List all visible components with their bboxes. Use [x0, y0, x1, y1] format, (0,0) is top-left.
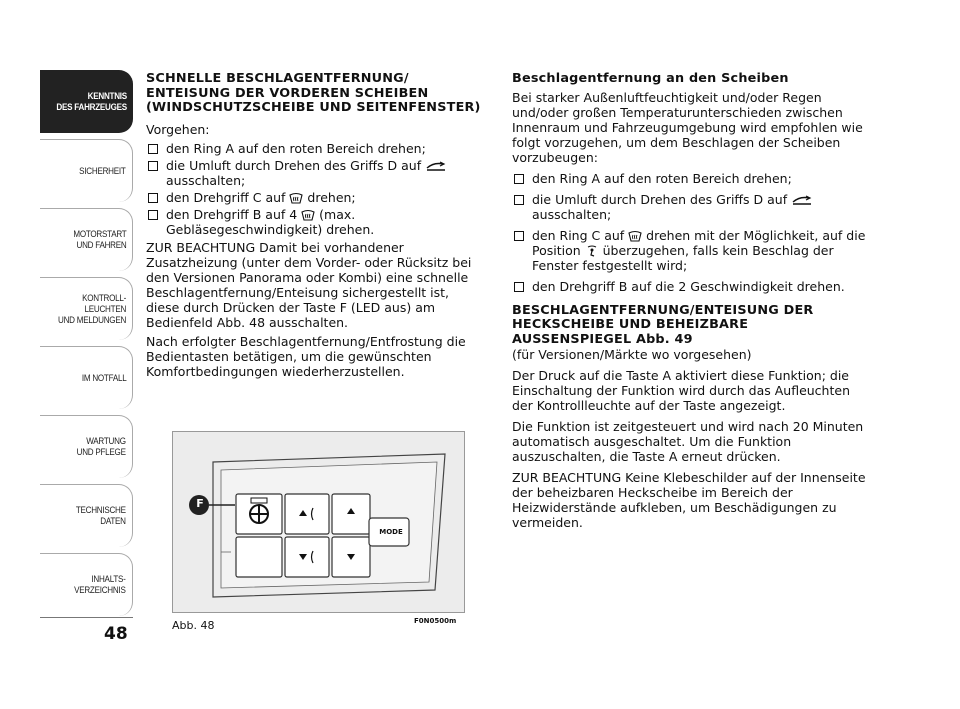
step-text: die Umluft durch Drehen des Griffs D auf: [532, 191, 788, 207]
tab-kenntnis[interactable]: [40, 70, 133, 133]
step-text: (max. Gebläsegeschwindigkeit) drehen.: [166, 206, 375, 237]
note-text: ZUR BEACHTUNG Damit bei vorhandener Zusatzheizung (unter dem Vorder- oder Rücksitz bei den Versionen Panorama oder Kombi) eine schnelle Beschlagentfernung/Enteisung sichergestellt ist, diese durch Drücken der Taste F (LED aus) am Bedienfeld Abb. 48 ausschalten.: [146, 239, 472, 330]
tab-wartung[interactable]: [40, 415, 133, 478]
tab-notfall[interactable]: [40, 346, 133, 409]
step-text: drehen;: [303, 189, 356, 205]
tab-motorstart[interactable]: [40, 208, 133, 271]
control-panel-figure: [172, 431, 465, 613]
feet-windscreen-icon: [585, 245, 599, 257]
step-text: die Umluft durch Drehen des Griffs D auf: [166, 157, 422, 173]
list-item: [146, 158, 481, 188]
tab-kontrollleuchten[interactable]: [40, 277, 133, 340]
after-text: Nach erfolgter Beschlagentfernung/Entfrostung die Bedientasten betätigen, um die gewünschten Komfortbedingungen wiederherzustellen.: [146, 333, 466, 379]
page-number: 48: [104, 624, 128, 644]
recirculation-off-icon: [425, 161, 447, 171]
tab-label: INHALTS- VERZEICHNIS: [74, 574, 126, 596]
step-text: den Drehgriff C auf: [166, 189, 286, 205]
figure-code: F0N0500m: [414, 617, 457, 625]
section-heading: BESCHLAGENTFERNUNG/ENTEISUNG DER HECKSCHEIBE UND BEHEIZBARE AUSSENSPIEGEL Abb. 49: [512, 302, 814, 347]
tab-technische-daten[interactable]: [40, 484, 133, 547]
step-text: den Ring A auf den roten Bereich drehen;: [166, 140, 426, 156]
step-text: Geschwindigkeit drehen.: [686, 278, 845, 294]
paragraph: Der Druck auf die Taste A aktiviert diese Funktion; die Einschaltung der Funktion wird durch das Aufleuchten der Kontrollleuchte auf der Taste angezeigt.: [512, 368, 850, 413]
paragraph: Die Funktion ist zeitgesteuert und wird nach 20 Minuten automatisch ausgeschaltet. Um die Funktion auszuschalten, die Taste A erneut drücken.: [512, 419, 864, 464]
section-heading: SCHNELLE BESCHLAGENTFERNUNG/ ENTEISUNG DER VORDEREN SCHEIBEN (WINDSCHUTZSCHEIBE UND SEITENFENSTER): [146, 71, 481, 115]
step-text: überzugehen, falls kein Beschlag der Fenster festgestellt wird;: [532, 242, 834, 273]
tab-label: KONTROLL- LEUCHTEN UND MELDUNGEN: [57, 292, 126, 326]
step-text: drehen mit der Möglichkeit, auf die Position: [532, 227, 866, 258]
list-item: [512, 279, 870, 294]
sidebar-divider: [40, 617, 133, 618]
tab-inhaltsverzeichnis[interactable]: [40, 553, 133, 616]
windscreen-defrost-icon: [628, 230, 642, 242]
tab-label: IM NOTFALL: [81, 372, 126, 384]
subnote: (für Versionen/Märkte wo vorgesehen): [512, 347, 752, 362]
windscreen-defrost-icon: [301, 209, 315, 221]
right-column: [512, 72, 870, 536]
windscreen-defrost-icon: [289, 192, 303, 204]
control-panel-illustration: [173, 432, 464, 612]
list-item: [512, 228, 870, 273]
list-item: [512, 171, 870, 186]
recirculation-off-icon: [791, 195, 813, 205]
note-text: ZUR BEACHTUNG Keine Klebeschilder auf der Innenseite der beheizbaren Heckscheibe im Bereich der Heizwiderstände aufkleben, um Beschädigungen zu vermeiden.: [512, 470, 866, 530]
intro-paragraph: Bei starker Außenluftfeuchtigkeit und/oder Regen und/oder großen Temperaturunterschieden zwischen Innenraum und Fahrzeugumgebung wird empfohlen wie folgt vorzugehen, um dem Beschlagen der Scheiben vorzubeugen:: [512, 89, 863, 165]
figure-caption: Abb. 48: [172, 619, 215, 632]
step-text: den Drehgriff B auf 4: [166, 206, 298, 222]
left-column: [146, 72, 481, 383]
list-item: [146, 207, 481, 237]
step-text: ausschalten;: [166, 172, 246, 188]
intro-text: Vorgehen:: [146, 121, 210, 137]
tab-label: SICHERHEIT: [79, 165, 126, 177]
callout-label-f: F: [196, 497, 204, 510]
steps-list: [146, 141, 481, 237]
mode-button-label: MODE: [379, 528, 403, 536]
tab-label: TECHNISCHE DATEN: [76, 505, 126, 527]
step-text: den Ring C auf: [532, 227, 625, 243]
tab-label: WARTUNG UND PFLEGE: [76, 436, 126, 458]
list-item: [146, 141, 481, 156]
steps-list: [512, 171, 870, 294]
list-item: [512, 192, 870, 222]
chapter-tabs: [40, 70, 133, 622]
step-text: den Drehgriff B auf die 2: [532, 278, 687, 294]
section-heading: Beschlagentfernung an den Scheiben: [512, 71, 789, 86]
tab-label: MOTORSTART UND FAHREN: [72, 229, 126, 251]
step-text: ausschalten;: [532, 206, 612, 222]
list-item: [146, 190, 481, 205]
tab-label: KENNTNIS DES FAHRZEUGES: [56, 90, 127, 113]
tab-sicherheit[interactable]: [40, 139, 133, 202]
step-text: den Ring A auf den roten Bereich drehen;: [532, 170, 792, 186]
